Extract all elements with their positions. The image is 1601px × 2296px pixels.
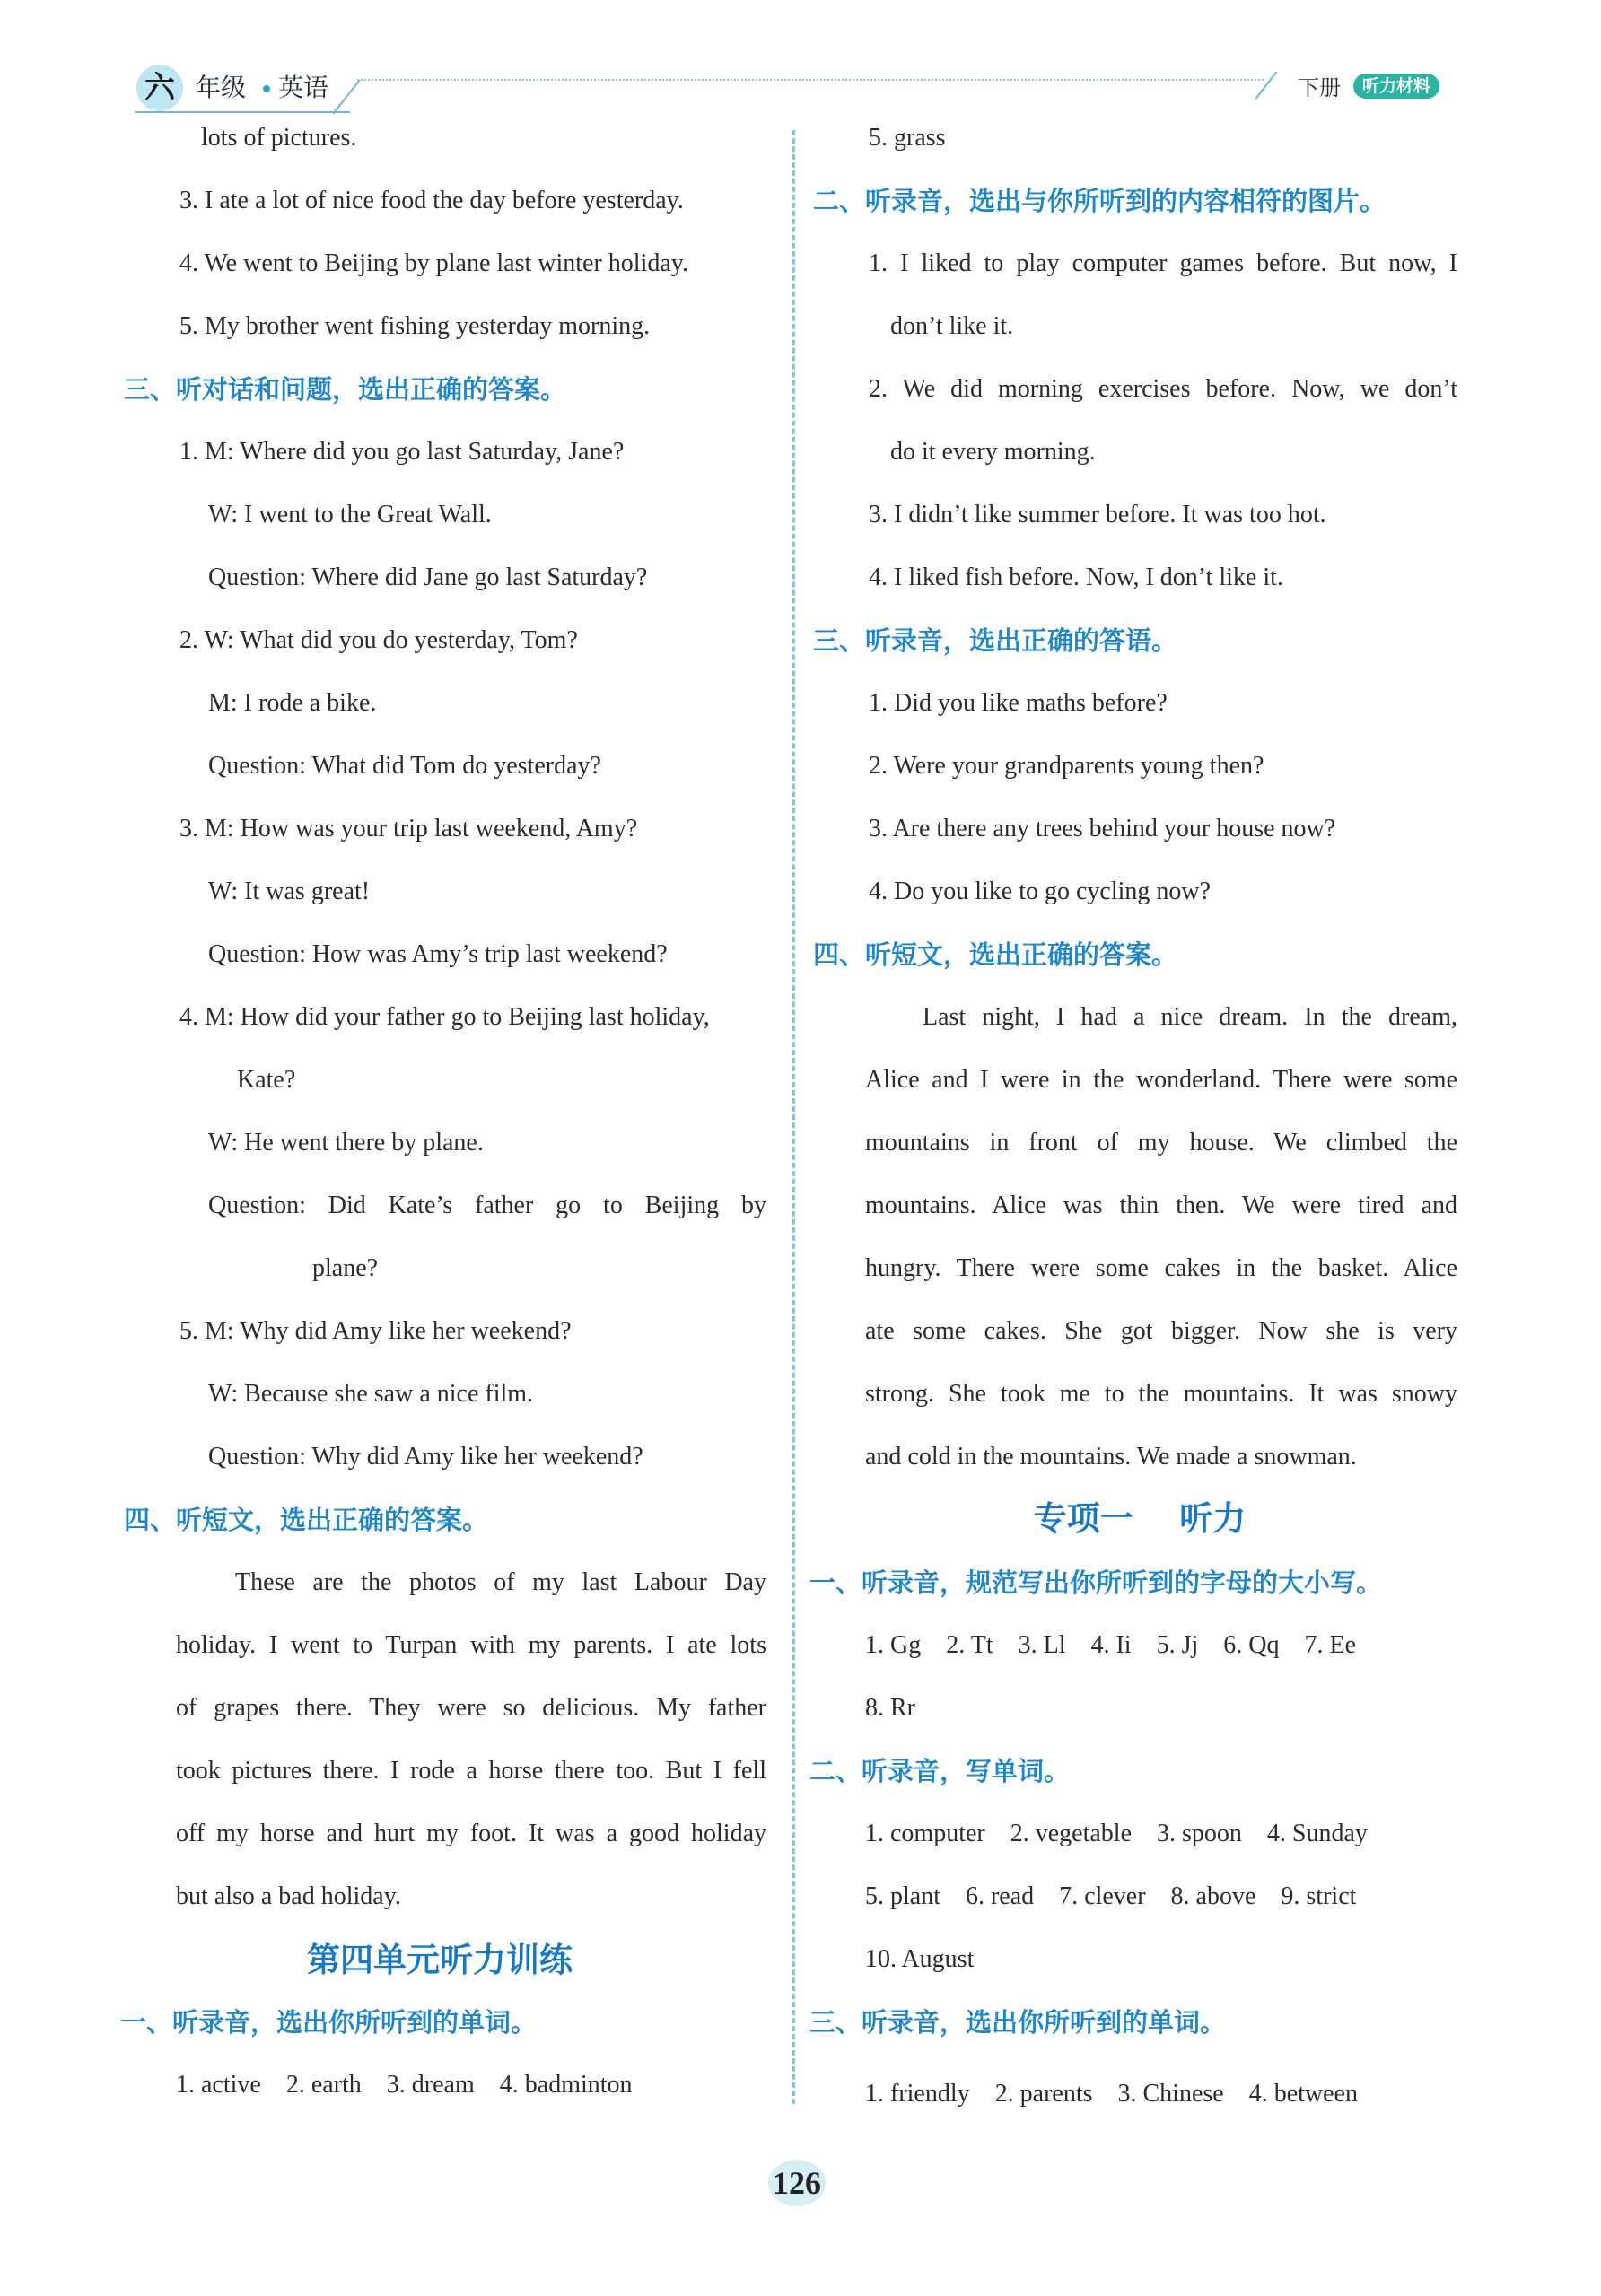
- section-title: 四、听短文，选出正确的答案。: [124, 1505, 489, 1535]
- text-line: 1. I liked to play computer games before. But now, I: [869, 249, 1457, 277]
- text-line: 5. grass: [869, 124, 946, 152]
- unit-title: 第四单元听力训练: [307, 1940, 573, 1979]
- header-slash: [1255, 71, 1278, 99]
- text-line: do it every morning.: [890, 438, 1096, 466]
- text-line: Last night, I had a nice dream. In the dream,: [923, 1003, 1457, 1031]
- text-line: These are the photos of my last Labour Day: [235, 1568, 766, 1596]
- text-line: off my horse and hurt my foot. It was a good holiday: [176, 1820, 766, 1847]
- text-line: of grapes there. They were so delicious. My father: [176, 1694, 766, 1722]
- letter-list: 8. Rr: [865, 1694, 915, 1722]
- word-list: 10. August: [865, 1945, 975, 1973]
- text-line: plane?: [312, 1254, 379, 1282]
- text-line: 4. Do you like to go cycling now?: [869, 877, 1212, 905]
- text-line: W: I went to the Great Wall.: [208, 501, 492, 528]
- section-title: 三、听对话和问题，选出正确的答案。: [124, 374, 567, 405]
- section-title: 二、听录音，写单词。: [809, 1756, 1071, 1786]
- text-line: 1. M: Where did you go last Saturday, Jane?: [179, 438, 625, 466]
- text-line: don’t like it.: [890, 312, 1014, 340]
- text-line: W: Because she saw a nice film.: [208, 1380, 534, 1408]
- word-list: 5. plant 6. read 7. clever 8. above 9. strict: [865, 1882, 1357, 1910]
- text-line: Alice and I were in the wonderland. There were some: [865, 1066, 1457, 1094]
- text-line: lots of pictures.: [201, 124, 357, 152]
- text-line: Question: How was Amy’s trip last weekend?: [208, 940, 668, 968]
- section-title: 四、听短文，选出正确的答案。: [813, 939, 1178, 970]
- special-topic-title: 专项一 听力: [1033, 1498, 1247, 1538]
- column-divider: [792, 130, 795, 2104]
- grade-label: 年级: [196, 73, 247, 102]
- text-line: 5. My brother went fishing yesterday morning.: [179, 312, 651, 340]
- text-line: Question: Did Kate’s father go to Beijing by: [208, 1192, 766, 1219]
- text-line: but also a bad holiday.: [176, 1882, 401, 1910]
- text-line: Question: Where did Jane go last Saturday?: [208, 563, 648, 591]
- text-line: 3. I didn’t like summer before. It was too hot.: [869, 501, 1326, 528]
- header-dotted-rule: [357, 79, 1264, 81]
- text-line: holiday. I went to Turpan with my parents. I ate lots: [176, 1631, 766, 1659]
- text-line: took pictures there. I rode a horse there too. But I fell: [176, 1757, 766, 1785]
- separator-dot: [263, 85, 270, 92]
- text-line: Kate?: [237, 1066, 296, 1094]
- header-rule: [135, 111, 350, 113]
- text-line: 4. I liked fish before. Now, I don’t like it.: [869, 563, 1283, 591]
- section-title: 二、听录音，选出与你所听到的内容相符的图片。: [813, 186, 1387, 216]
- section-title: 三、听录音，选出你所听到的单词。: [809, 2007, 1227, 2038]
- text-line: 2. We did morning exercises before. Now, we don’t: [869, 375, 1457, 403]
- text-line: Question: Why did Amy like her weekend?: [208, 1443, 643, 1471]
- text-line: ate some cakes. She got bigger. Now she is very: [865, 1317, 1457, 1345]
- header-slash: [332, 79, 360, 114]
- text-line: and cold in the mountains. We made a snowman.: [865, 1443, 1357, 1471]
- text-line: 4. We went to Beijing by plane last winter holiday.: [179, 249, 688, 277]
- section-title: 一、听录音，规范写出你所听到的字母的大小写。: [809, 1567, 1383, 1598]
- section-title: 一、听录音，选出你所听到的单词。: [120, 2007, 538, 2038]
- word-list: 1. friendly 2. parents 3. Chinese 4. between: [865, 2080, 1358, 2108]
- listening-material-badge: 听力材料: [1353, 74, 1439, 99]
- text-line: hungry. There were some cakes in the basket. Alice: [865, 1254, 1457, 1282]
- text-line: W: It was great!: [208, 877, 371, 905]
- text-line: 1. Did you like maths before?: [869, 689, 1168, 717]
- letter-list: 1. Gg 2. Tt 3. Ll 4. Ii 5. Jj 6. Qq 7. Ee: [865, 1631, 1357, 1659]
- text-line: strong. She took me to the mountains. It was snowy: [865, 1380, 1457, 1408]
- text-line: mountains. Alice was thin then. We were tired and: [865, 1192, 1457, 1219]
- volume-label: 下册: [1298, 75, 1341, 100]
- text-line: 4. M: How did your father go to Beijing last holiday,: [179, 1003, 710, 1031]
- text-line: 2. W: What did you do yesterday, Tom?: [179, 626, 578, 654]
- text-line: M: I rode a bike.: [208, 689, 377, 717]
- subject-label: 英语: [278, 73, 329, 102]
- word-list: 1. computer 2. vegetable 3. spoon 4. Sunday: [865, 1820, 1368, 1847]
- section-title: 三、听录音，选出正确的答语。: [813, 625, 1178, 656]
- text-line: 2. Were your grandparents young then?: [869, 752, 1264, 780]
- page-number: 126: [752, 2158, 842, 2208]
- text-line: 3. Are there any trees behind your house now?: [869, 815, 1336, 842]
- text-line: mountains in front of my house. We climbed the: [865, 1129, 1457, 1157]
- text-line: 3. I ate a lot of nice food the day before yesterday.: [179, 187, 684, 214]
- text-line: 3. M: How was your trip last weekend, Amy?: [179, 815, 638, 842]
- text-line: W: He went there by plane.: [208, 1129, 484, 1157]
- text-line: 5. M: Why did Amy like her weekend?: [179, 1317, 572, 1345]
- text-line: Question: What did Tom do yesterday?: [208, 752, 601, 780]
- page-header: [0, 0, 1601, 126]
- word-list: 1. active 2. earth 3. dream 4. badminton: [176, 2071, 633, 2099]
- grade-badge: 六: [136, 65, 183, 111]
